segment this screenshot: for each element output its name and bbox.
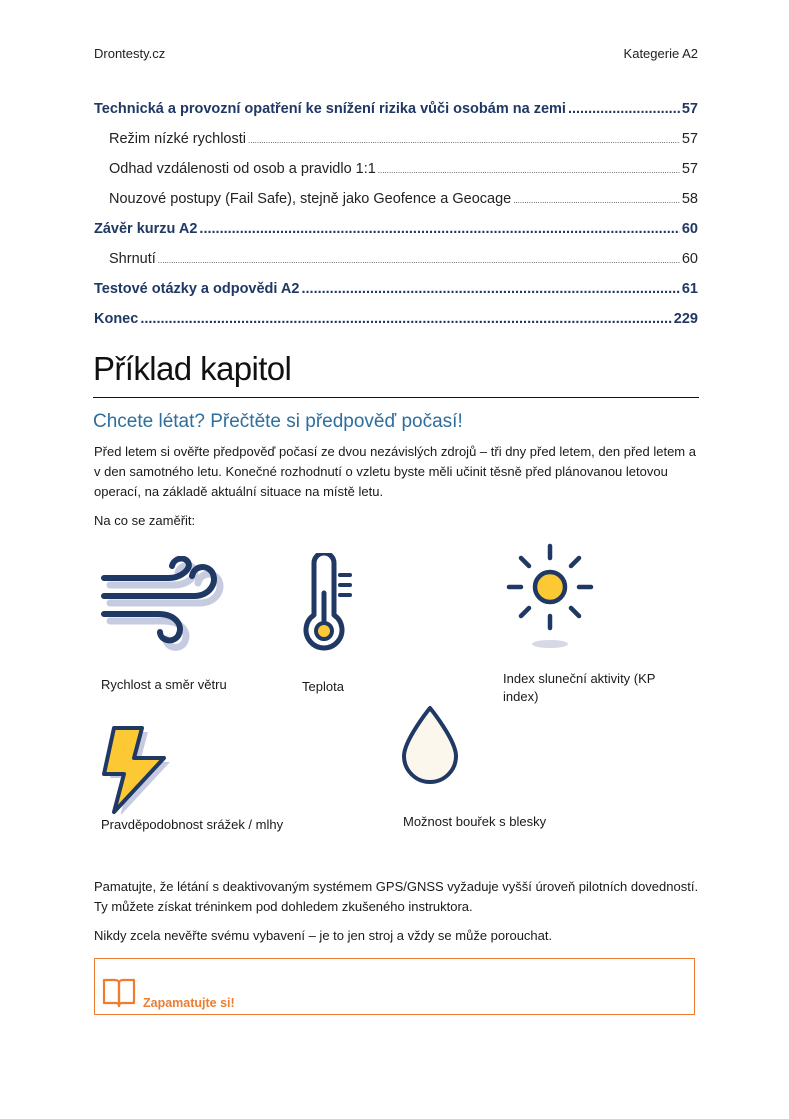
toc-entry[interactable] <box>94 244 698 274</box>
table-of-contents <box>94 94 698 334</box>
toc-entry[interactable] <box>94 274 698 304</box>
toc-entry-title: Konec <box>94 311 139 327</box>
callout-label: Zapamatujte si! <box>143 996 235 1010</box>
toc-entry-page: 60 <box>681 251 698 267</box>
toc-entry-title: Shrnutí <box>109 251 156 267</box>
chapter-title: Příklad kapitol <box>93 350 292 387</box>
book-icon <box>101 975 137 1009</box>
raindrop-icon <box>398 704 462 786</box>
toc-entry-page: 60 <box>681 221 698 237</box>
sun-icon <box>500 540 600 652</box>
toc-entry-title: Závěr kurzu A2 <box>94 221 198 237</box>
toc-entry-title: Testové otázky a odpovědi A2 <box>94 281 300 297</box>
toc-entry-page: 61 <box>681 281 698 297</box>
remember-callout <box>94 958 695 1015</box>
toc-entry-page: 58 <box>681 191 698 207</box>
toc-entry-title: Nouzové postupy (Fail Safe), stejně jako Geofence a Geocage <box>109 191 512 207</box>
factor-label-storms: Možnost bouřek s blesky <box>403 814 547 829</box>
toc-entry-title: Režim nízké rychlosti <box>109 131 246 147</box>
toc-entry-page: 57 <box>681 161 698 177</box>
toc-entry[interactable] <box>94 214 698 244</box>
section-subtitle: Chcete létat? Přečtěte si předpověď počasí! <box>93 411 463 432</box>
factor-label-solar: Index sluneční aktivity (KP index) <box>503 671 656 704</box>
toc-entry[interactable] <box>94 94 698 124</box>
factor-label-wind: Rychlost a směr větru <box>101 677 227 692</box>
gps-note-paragraph: Pamatujte, že létání s deaktivovaným systémem GPS/GNSS vyžaduje vyšší úroveň pilotních dovedností. Ty můžete získat tréninkem pod dohledem zkušeného instruktora. <box>94 879 699 914</box>
wind-icon <box>98 556 226 660</box>
intro-paragraph: Před letem si ověřte předpověď počasí ze dvou nezávislých zdrojů – tři dny před letem, den před letem a v den samotného letu. Konečné rozhodnutí o vzletu byste měli učinit těsně před plánovanou letovou operací, na základě aktuální situace na místě letu. <box>94 444 696 499</box>
toc-entry[interactable] <box>94 124 698 154</box>
lightning-icon <box>98 722 178 814</box>
toc-entry[interactable] <box>94 154 698 184</box>
toc-entry[interactable] <box>94 304 698 334</box>
focus-label: Na co se zaměřit: <box>94 513 196 528</box>
title-divider <box>93 397 699 398</box>
toc-entry-page: 57 <box>681 131 698 147</box>
toc-entry-page: 57 <box>681 101 698 117</box>
toc-entry[interactable] <box>94 184 698 214</box>
header-category: Kategerie A2 <box>623 46 698 61</box>
toc-entry-title: Technická a provozní opatření ke snížení rizika vůči osobám na zemi <box>94 101 566 117</box>
thermometer-icon <box>300 553 358 663</box>
factor-label-temperature: Teplota <box>302 679 344 694</box>
equipment-note-paragraph: Nikdy zcela nevěřte svému vybavení – je to jen stroj a vždy se může porouchat. <box>94 928 553 943</box>
toc-entry-title: Odhad vzdálenosti od osob a pravidlo 1:1 <box>109 161 376 177</box>
header-site-name: Drontesty.cz <box>94 46 166 61</box>
factor-label-precipitation: Pravděpodobnost srážek / mlhy <box>101 817 284 832</box>
toc-entry-page: 229 <box>673 311 698 327</box>
